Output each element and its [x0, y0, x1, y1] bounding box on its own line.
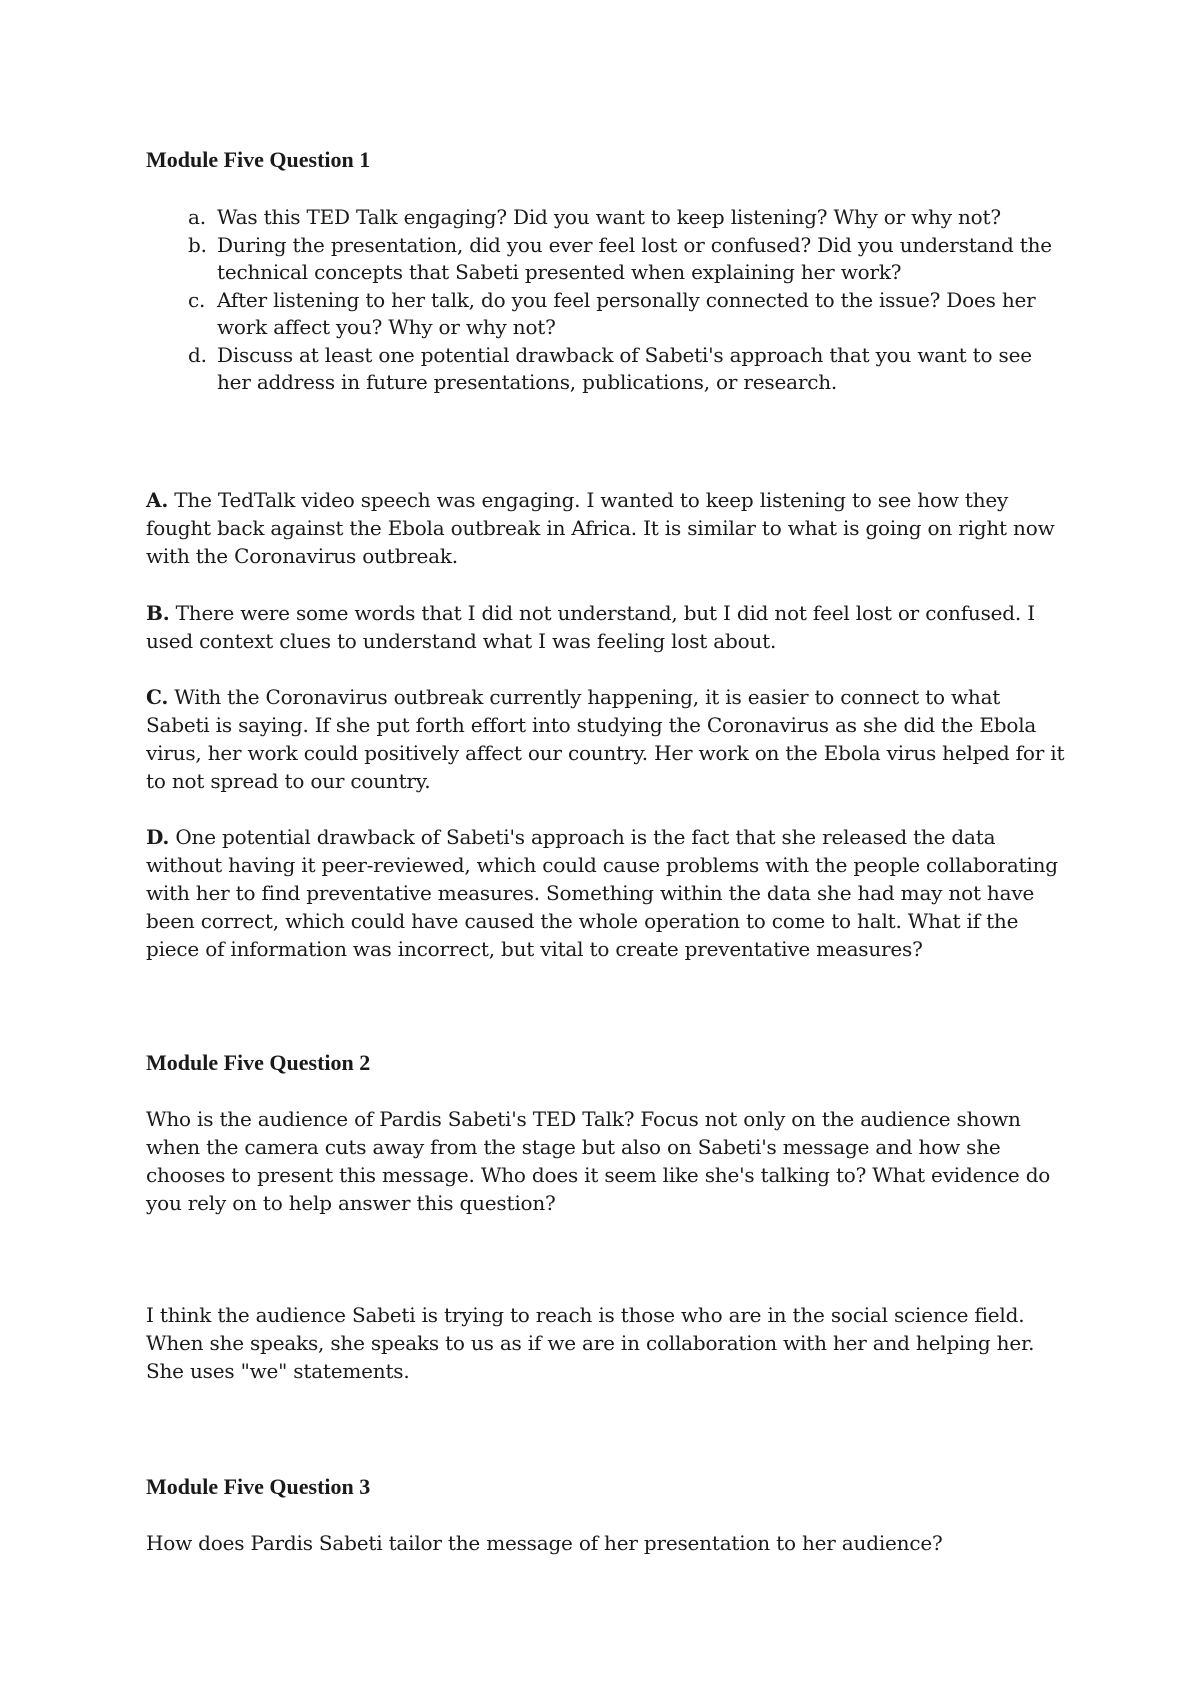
q3-prompt: How does Pardis Sabeti tailor the message of her presentation to her audience?: [146, 1531, 943, 1555]
q1-question-b: [146, 232, 1066, 287]
q1-answer-c: [146, 683, 1066, 795]
answer-text: With the Coronavirus outbreak currently happening, it is easier to connect to what Sabeti is saying. If she put forth effort into studying the Coronavirus as she did the Ebola virus, her work could positively affect our country. Her work on the Ebola virus helped for it to not spread to our country.: [146, 685, 1065, 793]
q1-heading: Module Five Question 1: [146, 147, 371, 172]
answer-text: There were some words that I did not understand, but I did not feel lost or confused. I used context clues to understand what I was feeling lost about.: [146, 601, 1035, 653]
list-marker: a.: [188, 205, 206, 229]
q2-prompt: Who is the audience of Pardis Sabeti's TED Talk? Focus not only on the audience shown when the camera cuts away from the stage but also on Sabeti's message and how she chooses to present this message. Who does it seem like she's talking to? What evidence do you rely on to help answer this question?: [146, 1107, 1051, 1215]
q2-answer: I think the audience Sabeti is trying to reach is those who are in the social science field. When she speaks, she speaks to us as if we are in collaboration with her and helping her. She uses "we" statements.: [146, 1303, 1035, 1383]
q1-question-list: [146, 204, 1066, 397]
question-text: During the presentation, did you ever feel lost or confused? Did you understand the technical concepts that Sabeti presented when explaining her work?: [217, 232, 1052, 284]
q1-answer-d: [146, 823, 1066, 963]
answer-label: C.: [146, 685, 169, 709]
answer-label: A.: [146, 488, 169, 512]
answer-text: The TedTalk video speech was engaging. I wanted to keep listening to see how they fought back against the Ebola outbreak in Africa. It is similar to what is going on right now with the Coronavirus outbreak.: [146, 488, 1055, 568]
list-marker: d.: [188, 342, 207, 367]
answer-text: One potential drawback of Sabeti's approach is the fact that she released the data without having it peer-reviewed, which could cause problems with the people collaborating with her to find preventative measures. Something within the data she had may not have been correct, which could have caused the whole operation to come to halt. What if the piece of information was incorrect, but vital to create preventative measures?: [146, 825, 1058, 961]
question-text: Discuss at least one potential drawback of Sabeti's approach that you want to see her address in future presentations, publications, or research.: [217, 342, 1032, 394]
list-marker: b.: [188, 232, 207, 257]
q1-question-d: [146, 342, 1066, 397]
list-marker: c.: [188, 287, 206, 312]
question-text: Was this TED Talk engaging? Did you want to keep listening? Why or why not?: [217, 205, 1001, 229]
q1-answer-b: [146, 599, 1066, 655]
q2-heading: Module Five Question 2: [146, 1050, 371, 1075]
q3-heading: Module Five Question 3: [146, 1474, 371, 1499]
q1-question-c: [146, 287, 1066, 342]
question-text: After listening to her talk, do you feel personally connected to the issue? Does her work affect you? Why or why not?: [217, 287, 1036, 339]
q1-answer-a: [146, 486, 1066, 570]
answer-label: B.: [146, 601, 170, 625]
q1-question-a: [146, 204, 1066, 232]
answer-label: D.: [146, 825, 170, 849]
